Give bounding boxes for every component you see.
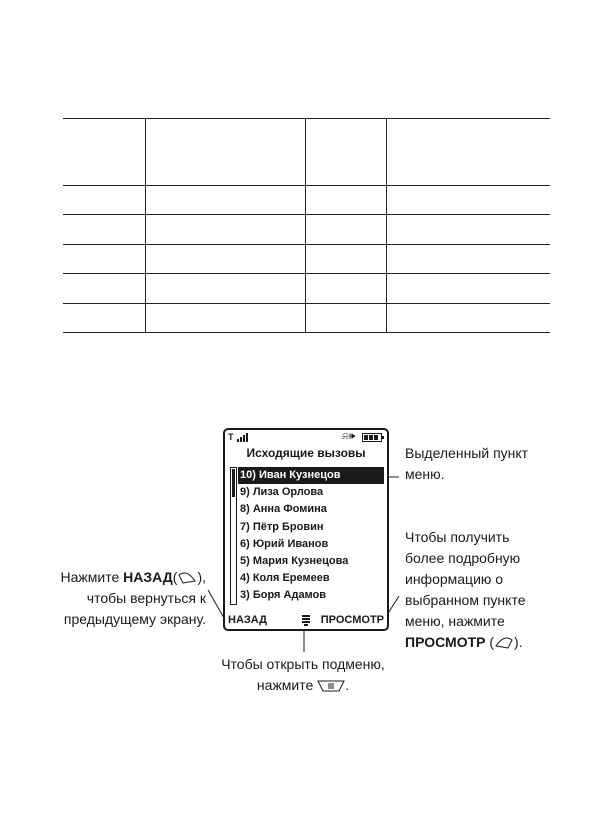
left-softkey-icon — [177, 571, 197, 585]
scrollbar-thumb[interactable] — [232, 469, 235, 497]
screen-title: Исходящие вызовы — [246, 446, 366, 460]
status-bar — [225, 430, 387, 444]
list-item[interactable]: 6) Юрий Иванов — [240, 537, 329, 550]
menu-key-icon — [317, 679, 345, 693]
view-softkey[interactable]: ПРОСМОТР — [320, 614, 384, 626]
signal-bars-icon — [237, 433, 253, 442]
back-key-label: НАЗАД — [123, 569, 173, 585]
list-item[interactable]: 7) Пётр Бровин — [240, 520, 324, 533]
signal-icon: T — [228, 432, 234, 442]
scrollbar[interactable] — [230, 467, 237, 605]
view-key-label: ПРОСМОТР — [405, 634, 486, 650]
list-item[interactable]: 4) Коля Еремеев — [240, 572, 330, 585]
back-callout: Нажмите НАЗАД( ), чтобы вернуться к предыдущему экрану. — [60, 569, 206, 627]
menu-icon[interactable] — [302, 615, 310, 625]
list-item[interactable]: 10) Иван Кузнецов — [238, 467, 384, 484]
submenu-callout: Чтобы открыть подменю, нажмите . — [221, 656, 385, 693]
highlight-callout: Выделенный пункт меню. — [405, 445, 529, 482]
details-callout: Чтобы получить более подробную информацию о выбранном пункте меню, нажмите ПРОСМОТР ( ). — [405, 529, 526, 650]
ringer-icon: ⍾🕪 — [342, 431, 355, 442]
list-item[interactable]: 8) Анна Фомина — [240, 503, 327, 516]
softkey-bar — [225, 611, 387, 629]
battery-icon — [362, 433, 382, 442]
list-item[interactable]: 5) Мария Кузнецова — [240, 554, 349, 567]
call-list — [238, 467, 384, 605]
phone-screen — [223, 428, 389, 631]
list-item[interactable]: 9) Лиза Орлова — [240, 486, 324, 499]
right-softkey-icon — [494, 636, 514, 650]
list-item[interactable]: 3) Боря Адамов — [240, 589, 327, 602]
back-softkey[interactable]: НАЗАД — [228, 614, 267, 626]
